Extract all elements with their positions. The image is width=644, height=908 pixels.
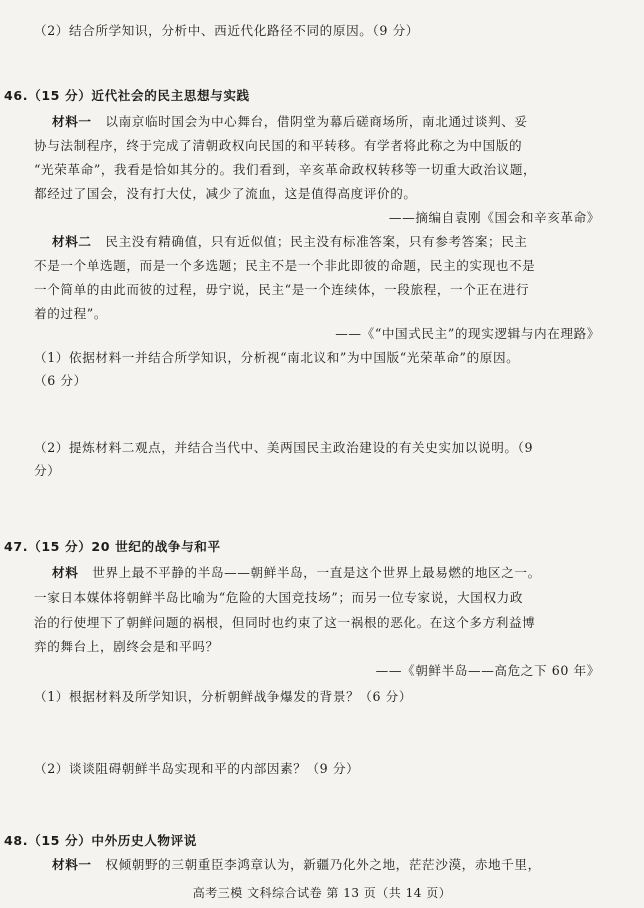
q46-material1-label: 材料一 [52, 114, 92, 129]
q46-material2-line2: 不是一个单选题，而是一个多选题；民主不是一个非此即彼的命题，民主的实现也不是 [34, 258, 536, 273]
q47-heading [4, 538, 616, 556]
q47-number: 47. [4, 539, 29, 554]
q48-title: 中外历史人物评说 [91, 833, 197, 848]
q46-number: 46. [4, 88, 29, 103]
q46-material1-line3: “光荣革命”，我看是恰如其分的。我们看到，辛亥革命政权转移等一切重大政治议题， [34, 162, 537, 177]
q46-material1-line2: 协与法制程序，终于完成了清朝政权向民国的和平转移。有学者将此称之为中国版的 [34, 138, 523, 153]
q47-material-line3: 治的行使埋下了朝鲜问题的祸根，但同时也约束了这一祸根的恶化。在这个多方利益博 [34, 615, 536, 630]
q46-part2-line2: 分） [34, 463, 61, 478]
q46-material2-line3: 一个简单的由此而彼的过程，毋宁说，民主“是一个连续体，一段旅程，一个正在进行 [34, 282, 530, 297]
q47-part2: （2）谈谈阻碍朝鲜半岛实现和平的内部因素？（9 分） [34, 761, 360, 776]
q47-score: （15 分） [28, 539, 92, 554]
q46-material2-source: ——《“中国式民主”的现实逻辑与内在理路》 [335, 326, 600, 341]
q47-material-source: ——《朝鲜半岛——高危之下 60 年》 [375, 663, 600, 678]
q46-title: 近代社会的民主思想与实践 [91, 88, 250, 103]
q46-material1-line4: 都经过了国会，没有打大仗，减少了流血，这是值得高度评价的。 [34, 186, 417, 201]
q46-material2-line1: 材料二 民主没有精确值，只有近似值；民主没有标准答案，只有参考答案；民主 [52, 234, 528, 249]
q47-material-line2: 一家日本媒体将朝鲜半岛比喻为“危险的大国竞技场”；而另一位专家说，大国权力政 [34, 590, 524, 605]
q46-material1-line1: 材料一 以南京临时国会为中心舞台，借阴堂为幕后磋商场所，南北通过谈判、妥 [52, 114, 528, 129]
q47-material-line1: 材料 世界上最不平静的半岛——朝鲜半岛，一直是这个世界上最易燃的地区之一。 [52, 565, 541, 580]
q45-part2: （2）结合所学知识，分析中、西近代化路径不同的原因。（9 分） [34, 23, 419, 38]
q46-part2-line1: （2）提炼材料二观点，并结合当代中、美两国民主政治建设的有关史实加以说明。（9 [34, 440, 534, 455]
q46-heading [4, 87, 616, 105]
q48-material1-line1: 材料一 权倾朝野的三朝重臣李鸿章认为，新疆乃化外之地，茫茫沙漠，赤地千里， [52, 857, 541, 872]
q48-score: （15 分） [28, 833, 92, 848]
q47-part1: （1）根据材料及所学知识，分析朝鲜战争爆发的背景？（6 分） [34, 689, 413, 704]
page-footer: 高考三模 文科综合试卷 第 13 页（共 14 页） [192, 886, 452, 900]
q48-number: 48. [4, 833, 29, 848]
q48-heading [4, 832, 616, 850]
q46-material1-source: ——摘编自袁刚《国会和辛亥革命》 [388, 210, 600, 225]
q46-material2-line4: 着的过程”。 [34, 306, 108, 321]
q46-part1-line2: （6 分） [34, 373, 87, 388]
q47-material-label: 材料 [52, 565, 79, 580]
q46-score: （15 分） [28, 88, 92, 103]
q46-material2-label: 材料二 [52, 234, 92, 249]
q48-material1-label: 材料一 [52, 857, 92, 872]
q47-material-line4: 弈的舞台上，剧终会是和平吗？ [34, 639, 219, 654]
q47-title: 20 世纪的战争与和平 [91, 539, 221, 554]
q46-part1-line1: （1）依据材料一并结合所学知识，分析视“南北议和”为中国版“光荣革命”的原因。 [34, 350, 520, 365]
